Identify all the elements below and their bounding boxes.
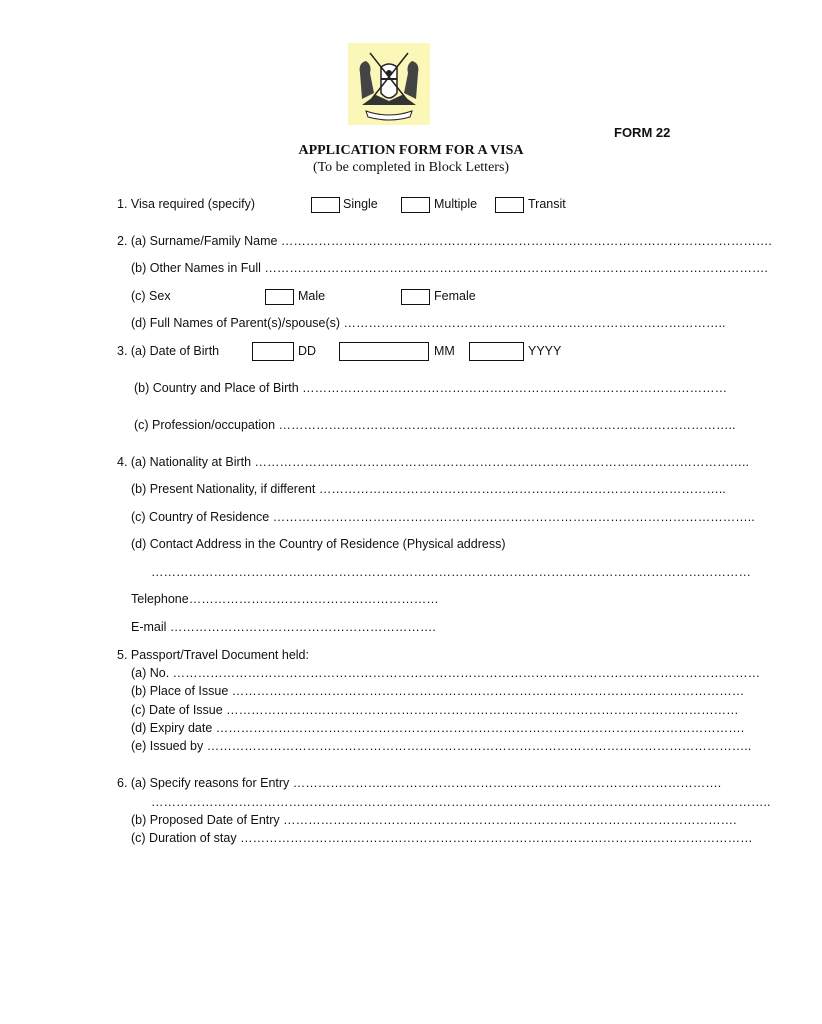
passport-label: 5. Passport/Travel Document held: [117, 648, 309, 662]
telephone-field[interactable]: Telephone…………………………………………………… [131, 592, 439, 606]
visa-multiple-label: Multiple [434, 197, 478, 211]
issued-by-field[interactable]: (e) Issued by ………………………………………………………………………………………………………………….. [131, 739, 752, 753]
sex-female-checkbox[interactable] [401, 289, 430, 305]
dob-year-input[interactable] [469, 342, 524, 361]
visa-transit-checkbox[interactable] [495, 197, 524, 213]
email-field[interactable]: E-mail ………………………………………………………. [131, 620, 436, 634]
contact-address-field[interactable]: ……………………………………………………………………………………………………………………………… [151, 565, 751, 579]
sex-female-label: Female [434, 289, 476, 303]
crest-icon [348, 43, 430, 125]
present-nationality-field[interactable]: (b) Present Nationality, if different …………………………………………………………………………………….. [131, 482, 726, 496]
contact-address-label: (d) Contact Address in the Country of Residence (Physical address) [131, 537, 506, 551]
surname-field[interactable]: 2. (a) Surname/Family Name ………………………………………………………………………………………………………. [117, 234, 772, 248]
date-of-issue-field[interactable]: (c) Date of Issue …………………………………………………………………………………………………………… [131, 703, 739, 717]
reasons-for-entry-line[interactable]: ………………………………………………………………………………………………………………………………….. [151, 795, 771, 809]
sex-label: (c) Sex [131, 289, 171, 303]
date-of-birth-label: 3. (a) Date of Birth [117, 344, 220, 358]
visa-required-label: 1. Visa required (specify) [117, 197, 256, 211]
place-of-issue-field[interactable]: (b) Place of Issue …………………………………………………………………………………………………………… [131, 684, 745, 698]
sex-male-checkbox[interactable] [265, 289, 294, 305]
other-names-field[interactable]: (b) Other Names in Full …………………………………………………………………………………………………………. [131, 261, 768, 275]
reasons-for-entry-field[interactable]: 6. (a) Specify reasons for Entry …………………………………………………………………………………………. [117, 776, 722, 790]
expiry-date-field[interactable]: (d) Expiry date ………………………………………………………………………………………………………………. [131, 721, 745, 735]
form-number: FORM 22 [614, 125, 671, 140]
form-subtitle: (To be completed in Block Letters) [312, 160, 510, 175]
sex-male-label: Male [298, 289, 326, 303]
dob-month-label: MM [434, 344, 455, 358]
form-title: APPLICATION FORM FOR A VISA [298, 143, 524, 158]
duration-of-stay-field[interactable]: (c) Duration of stay …………………………………………………………………………………………………………… [131, 831, 753, 845]
visa-multiple-checkbox[interactable] [401, 197, 430, 213]
passport-number-field[interactable]: (a) No. …………………………………………………………………………………………………………………………… [131, 666, 761, 680]
dob-year-label: YYYY [528, 344, 562, 358]
parents-spouse-field[interactable]: (d) Full Names of Parent(s)/spouse(s) ……………………………………………………………………………….. [131, 316, 726, 330]
profession-field[interactable]: (c) Profession/occupation ……………………………………………………………………………………………….. [134, 418, 736, 432]
coat-of-arms-emblem [348, 43, 430, 125]
visa-single-label: Single [343, 197, 378, 211]
country-of-residence-field[interactable]: (c) Country of Residence …………………………………………………………………………………………………….. [131, 510, 755, 524]
dob-day-input[interactable] [252, 342, 294, 361]
visa-single-checkbox[interactable] [311, 197, 340, 213]
proposed-date-of-entry-field[interactable]: (b) Proposed Date of Entry ………………………………………………………………………………………………. [131, 813, 737, 827]
visa-transit-label: Transit [528, 197, 566, 211]
dob-day-label: DD [298, 344, 317, 358]
dob-month-input[interactable] [339, 342, 429, 361]
country-place-of-birth-field[interactable]: (b) Country and Place of Birth ………………………………………………………………………………………… [134, 381, 728, 395]
nationality-at-birth-field[interactable]: 4. (a) Nationality at Birth ……………………………………………………………………………………………………….. [117, 455, 750, 469]
